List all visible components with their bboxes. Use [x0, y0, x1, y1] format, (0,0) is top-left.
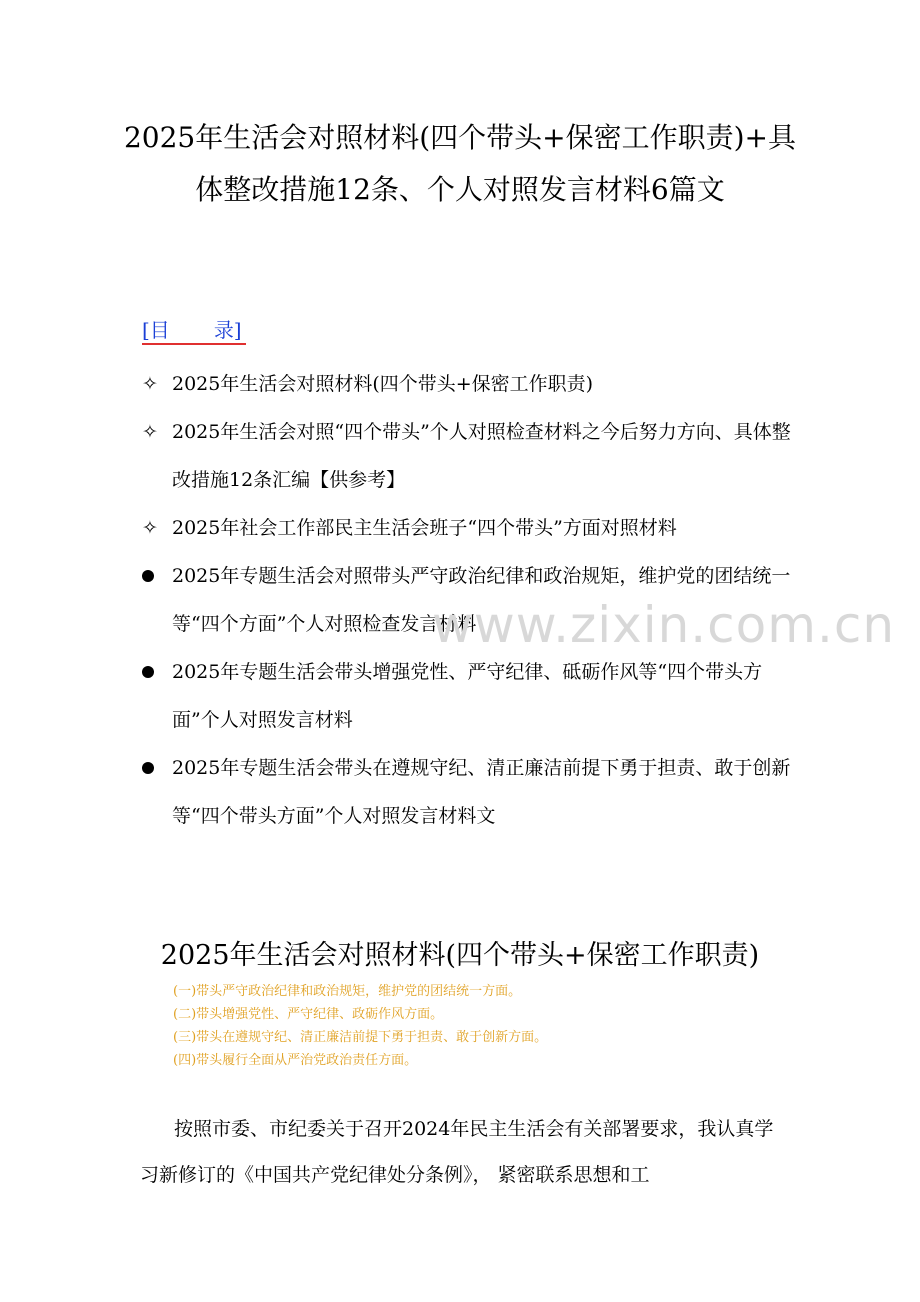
subpoint: (四)带头履行全面从严治党政治责任方面。 — [173, 1053, 418, 1068]
toc-heading-left: [目 — [142, 318, 170, 342]
toc-item[interactable] — [140, 360, 800, 408]
toc-item-text: 2025年专题生活会带头在遵规守纪、清正廉洁前提下勇于担责、敢于创新等“四个带头方面”个人对照发言材料文 — [172, 757, 791, 827]
toc-heading[interactable] — [142, 316, 242, 344]
subpoint: (三)带头在遵规守纪、清正廉洁前提下勇于担责、敢于创新方面。 — [173, 1030, 548, 1045]
bullet-icon — [142, 762, 154, 774]
diamond-star-icon: ✧ — [142, 421, 158, 443]
watermark: www.zixin.com.cn — [432, 596, 896, 654]
toc-item[interactable] — [140, 744, 800, 840]
bullet-icon — [142, 570, 154, 582]
toc-item-text: 2025年社会工作部民主生活会班子“四个带头”方面对照材料 — [172, 517, 677, 539]
toc-item-text: 2025年专题生活会对照带头严守政治纪律和政治规矩，维护党的团结统一等“四个方面”个人对照检查发言材料 — [172, 565, 791, 635]
body-paragraph: 按照市委、市纪委关于召开2024年民主生活会有关部署要求，我认真学习新修订的《中国共产党纪律处分条例》， 紧密联系思想和工 — [140, 1118, 774, 1186]
subpoint: (二)带头增强党性、严守纪律、政砺作风方面。 — [173, 1007, 444, 1022]
toc-item-text: 2025年生活会对照“四个带头”个人对照检查材料之今后努力方向、具体整改措施12条汇编【供参考】 — [172, 421, 791, 491]
toc-item-text: 2025年生活会对照材料(四个带头+保密工作职责) — [172, 373, 594, 395]
bullet-icon — [142, 666, 154, 678]
toc-heading-underline — [142, 343, 246, 345]
toc-item[interactable] — [140, 648, 800, 744]
diamond-star-icon: ✧ — [142, 373, 158, 395]
section-title: 2025年生活会对照材料(四个带头+保密工作职责) — [160, 940, 760, 971]
toc-item-text: 2025年专题生活会带头增强党性、严守纪律、砥砺作风等“四个带头方面”个人对照发言材料 — [172, 661, 763, 731]
toc-heading-right: 录] — [213, 318, 242, 342]
section-subpoints — [173, 980, 547, 1072]
document-title: 2025年生活会对照材料(四个带头+保密工作职责)+具体整改措施12条、个人对照发言材料6篇文 — [123, 121, 797, 206]
toc-item[interactable] — [140, 504, 800, 552]
subpoint: (一)带头严守政治纪律和政治规矩，维护党的团结统一方面。 — [173, 984, 522, 999]
toc-item[interactable] — [140, 408, 800, 504]
diamond-star-icon: ✧ — [142, 517, 158, 539]
